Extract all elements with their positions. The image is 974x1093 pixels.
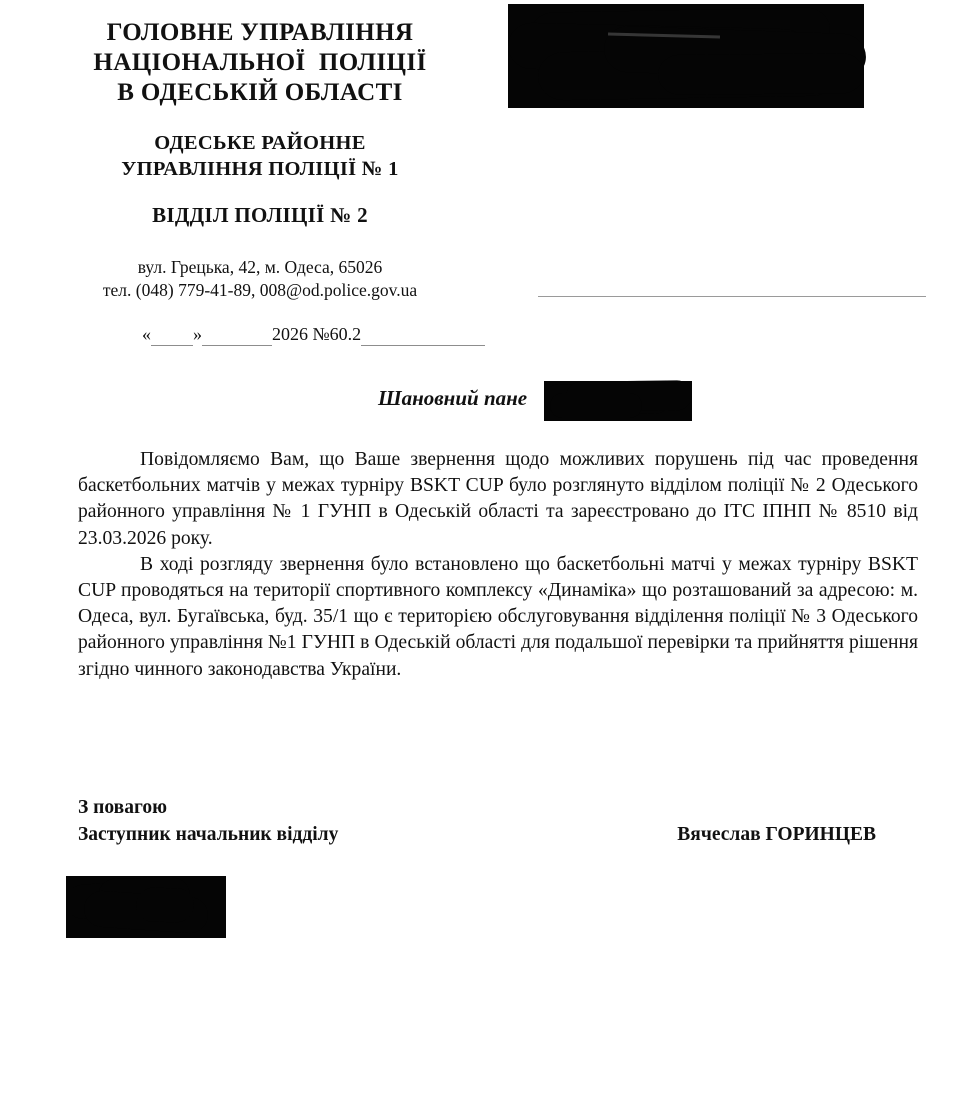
salutation: Шановний пане bbox=[378, 386, 528, 410]
signature-block bbox=[78, 794, 918, 848]
dateline-month-blank[interactable] bbox=[202, 330, 272, 346]
dateline-quote-close: » bbox=[193, 324, 202, 344]
dateline-day-blank[interactable] bbox=[151, 330, 193, 346]
department-block bbox=[0, 130, 520, 182]
dateline-year: 2026 bbox=[272, 324, 308, 344]
dateline-number: №60.2 bbox=[312, 324, 362, 344]
dateline-number-blank[interactable] bbox=[361, 330, 485, 346]
department-line-1: ОДЕСЬКЕ РАЙОННЕ bbox=[154, 132, 366, 154]
address-line: вул. Грецька, 42, м. Одеса, 65026 bbox=[137, 257, 383, 277]
dateline bbox=[142, 322, 485, 346]
phone-email-line: тел. (048) 779-41-89, 008@od.police.gov.ua bbox=[102, 280, 418, 300]
signature-closing: З повагою bbox=[78, 797, 167, 818]
redaction-addressee-name bbox=[544, 381, 692, 421]
unit-line: ВІДДІЛ ПОЛІЦІЇ № 2 bbox=[152, 203, 368, 227]
contact-block bbox=[0, 256, 520, 302]
body-paragraph-1: Повідомляємо Вам, що Ваше звернення щодо можливих порушень під час проведення баскетбольних матчів у межах турніру BSKT CUP було розглянуто відділом поліції № 2 Одеського районного управління № 1 ГУНП в Одеській області та зареєстровано до ІТС ІПНП № 8510 від 23.03.2026 року. bbox=[78, 449, 918, 549]
letterhead bbox=[0, 18, 520, 302]
redaction-stroke bbox=[658, 53, 864, 95]
redaction-stroke bbox=[136, 887, 195, 922]
addressee-rule bbox=[538, 296, 926, 297]
signature-row bbox=[78, 821, 918, 848]
organization-line-1: ГОЛОВНЕ УПРАВЛІННЯ bbox=[106, 19, 414, 46]
body-text bbox=[78, 447, 918, 683]
body-paragraph-2: В ході розгляду звернення було встановлено що баскетбольні матчі у межах турніру BSKT CUP проводяться на території спортивного комплексу «Динаміка» що розташований за адресою: м. Одеса, вул. Бугаївська, буд. 35/1 що є територією обслуговування відділення поліції № 3 Одеського районного управління №1 ГУНП в Одеській області для подальшої перевірки та прийняття рішення згідно чинного законодавства України. bbox=[78, 553, 918, 680]
department-line-2: УПРАВЛІННЯ ПОЛІЦІЇ № 1 bbox=[121, 158, 399, 180]
signature-role: Заступник начальник відділу bbox=[78, 824, 339, 845]
organization-line-2: НАЦІОНАЛЬНОЇ ПОЛІЦІЇ bbox=[93, 49, 427, 76]
redaction-stroke bbox=[550, 393, 642, 418]
redaction-header-block bbox=[508, 4, 864, 108]
organization-line-3: В ОДЕСЬКІЙ ОБЛАСТІ bbox=[117, 79, 403, 106]
signature-name: Вячеслав ГОРИНЦЕВ bbox=[677, 824, 876, 845]
dateline-quote-open: « bbox=[142, 324, 151, 344]
redaction-footer-block bbox=[66, 876, 226, 938]
